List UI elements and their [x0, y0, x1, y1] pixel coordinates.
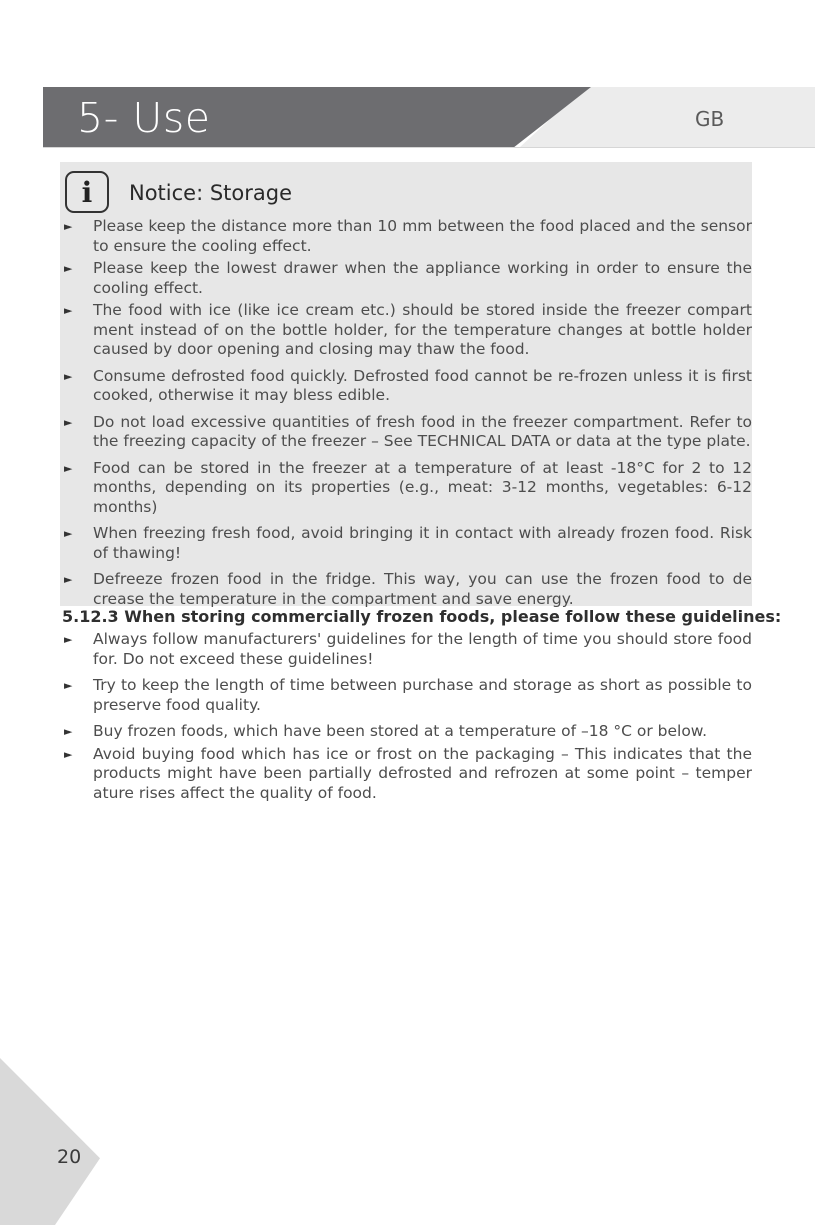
- list-item: [62, 459, 752, 518]
- list-item-text: Try to keep the length of time between purchase and storage as short as possible to preserve food quality.: [93, 676, 752, 714]
- bullet-arrow-icon: ►: [64, 679, 73, 692]
- language-code: GB: [695, 107, 725, 131]
- page-corner-decoration: [0, 1058, 100, 1225]
- section-heading: 5.12.3 When storing commercially frozen foods, please follow these guidelines:: [62, 607, 782, 626]
- list-item: [62, 217, 752, 256]
- list-item-text: Food can be stored in the freezer at a temperature of at least -18°C for 2 to 12 months, depending on its properties (e.g., meat: 3-12 months, vegetables: 6-12 months): [93, 458, 752, 516]
- page-number: 20: [57, 1146, 82, 1168]
- list-item: [62, 745, 752, 804]
- guidelines-list: [62, 630, 752, 806]
- header-divider: [43, 147, 815, 148]
- bullet-arrow-icon: ►: [64, 573, 73, 586]
- bullet-arrow-icon: ►: [64, 369, 73, 383]
- list-item: [62, 301, 752, 360]
- list-item-text: Always follow manufacturers' guidelines for the length of time you should store food for. Do not exceed these guidelines!: [93, 630, 752, 668]
- list-item-text: Avoid buying food which has ice or frost on the packaging – This indicates that the products might have been partially defrosted and refrozen at some point – temper ature rises affect the quality of food.: [93, 744, 752, 802]
- list-item: [62, 524, 752, 563]
- notice-title: Notice: Storage: [129, 181, 293, 205]
- bullet-arrow-icon: ►: [64, 262, 73, 275]
- info-icon: i: [65, 171, 109, 213]
- list-item-text: Consume defrosted food quickly. Defrosted food cannot be re-frozen unless it is first cooked, otherwise it may bless edible.: [93, 366, 752, 404]
- bullet-arrow-icon: ►: [64, 633, 73, 646]
- list-item: [62, 676, 752, 715]
- list-item-text: Buy frozen foods, which have been stored at a temperature of –18 °C or below.: [93, 722, 707, 740]
- list-item-text: The food with ice (like ice cream etc.) should be stored inside the freezer compart ment instead of on the bottle holder, for the temperature changes at bottle holder caused by door opening and closing may thaw the food.: [93, 301, 752, 358]
- bullet-arrow-icon: ►: [64, 747, 73, 761]
- bullet-arrow-icon: ►: [64, 304, 73, 317]
- list-item: [62, 259, 752, 298]
- list-item: [62, 570, 752, 609]
- list-item-text: When freezing fresh food, avoid bringing it in contact with already frozen food. Risk of thawing!: [93, 524, 752, 562]
- bullet-arrow-icon: ►: [64, 527, 73, 540]
- list-item: [62, 722, 752, 742]
- bullet-arrow-icon: ►: [64, 461, 73, 475]
- notice-list: [62, 217, 752, 612]
- list-item-text: Do not load excessive quantities of fresh food in the freezer compartment. Refer to the freezing capacity of the freezer – See TECHNICAL DATA or data at the type plate.: [93, 412, 752, 450]
- list-item-text: Defreeze frozen food in the fridge. This way, you can use the frozen food to de crease the temperature in the compartment and save energy.: [93, 570, 752, 608]
- bullet-arrow-icon: ►: [64, 220, 73, 233]
- list-item-text: Please keep the lowest drawer when the appliance working in order to ensure the cooling effect.: [93, 259, 752, 297]
- list-item: [62, 630, 752, 669]
- list-item-text: Please keep the distance more than 10 mm between the food placed and the sensor to ensure the cooling effect.: [93, 217, 752, 255]
- chapter-title: 5- Use: [77, 94, 211, 142]
- list-item: [62, 413, 752, 452]
- bullet-arrow-icon: ►: [64, 725, 73, 738]
- list-item: [62, 367, 752, 406]
- bullet-arrow-icon: ►: [64, 415, 73, 429]
